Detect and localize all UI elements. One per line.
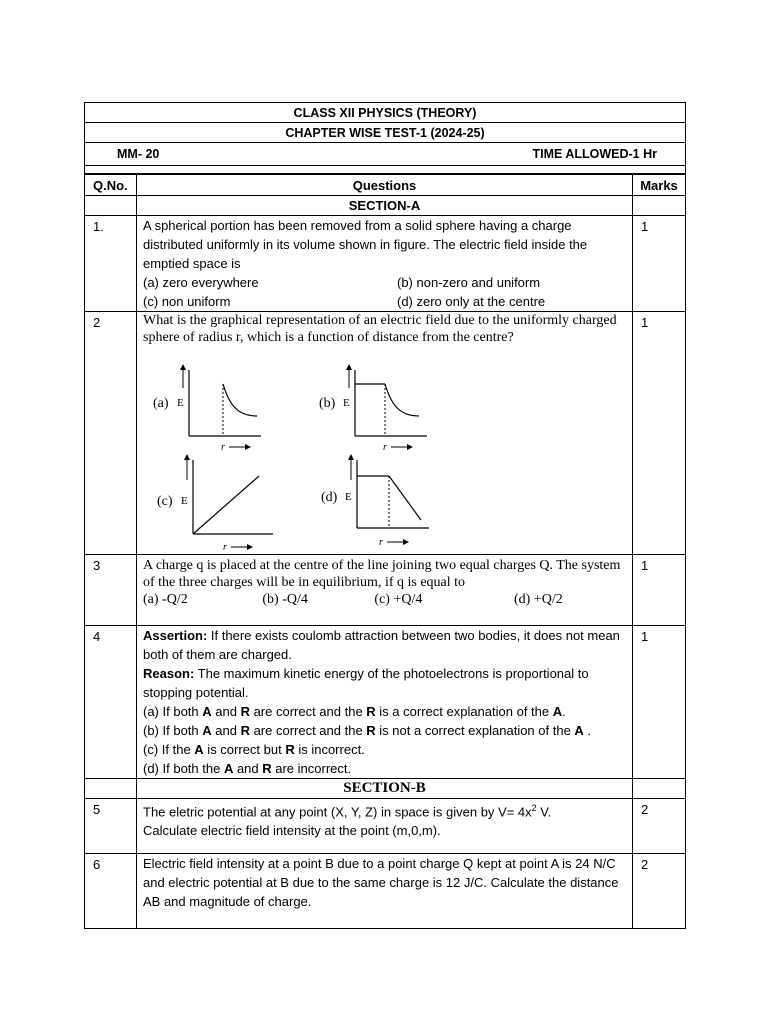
graph-c: [179, 454, 279, 554]
paper-subtitle: CHAPTER WISE TEST-1 (2024-25): [85, 123, 686, 143]
question-row: [85, 799, 686, 854]
paper-title: CLASS XII PHYSICS (THEORY): [85, 103, 686, 123]
axis-r-label: r: [221, 442, 225, 453]
graph-c-label: (c): [157, 494, 173, 509]
col-marks: Marks: [633, 175, 686, 196]
option-a: (a) zero everywhere: [143, 275, 259, 290]
question-body: [137, 626, 633, 779]
section-b-row: [85, 779, 686, 799]
option-d: (d) If both the A and R are incorrect.: [143, 761, 352, 776]
graph-a-label: (a): [153, 396, 169, 411]
col-qno: Q.No.: [85, 175, 137, 196]
option-b: (b) -Q/4: [262, 592, 308, 607]
question-text: The eletric potential at any point (X, Y, Z) in space is given by $V= 4x^2$ V.: [143, 803, 552, 820]
question-text: A spherical portion has been removed from a solid sphere having a charge distributed uniformly in its volume shown in figure. The electric field inside the emptied space is: [143, 218, 588, 271]
axis-r-label: r: [379, 537, 383, 548]
question-marks: 1: [633, 216, 686, 312]
assertion: Assertion: If there exists coulomb attraction between two bodies, it does not mean both of them are charged.: [143, 628, 620, 662]
question-marks: 1: [633, 312, 686, 555]
paper-header: [84, 102, 686, 174]
question-row: [85, 312, 686, 555]
section-b-heading: SECTION-B: [137, 779, 633, 799]
graph-d-label: (d): [321, 490, 338, 505]
question-text: What is the graphical representation of an electric field due to the uniformly charged sphere of radius r, which is a function of distance from the centre?: [143, 313, 617, 345]
axis-r-label: r: [223, 542, 227, 553]
question-marks: 2: [633, 854, 686, 929]
question-body: [137, 799, 633, 854]
question-number: 2: [85, 312, 137, 555]
question-text: Electric field intensity at a point B due to a point charge Q kept at point A is 24 N/C and electric potential at B due to the same charge is 12 J/C. Calculate the distance AB and magnitude of charge.: [143, 856, 619, 909]
time-allowed: TIME ALLOWED-1 Hr: [532, 147, 657, 161]
question-body: [137, 312, 633, 555]
question-number: 3: [85, 555, 137, 626]
question-number: 1.: [85, 216, 137, 312]
marks-time-row: [85, 143, 686, 166]
question-body: [137, 555, 633, 626]
section-a-heading: SECTION-A: [137, 196, 633, 216]
question-marks: 1: [633, 626, 686, 779]
question-number: 6: [85, 854, 137, 929]
max-marks: MM- 20: [117, 147, 160, 161]
question-text-line2: Calculate electric field intensity at the point (m,0,m).: [143, 823, 441, 839]
axis-r-label: r: [383, 442, 387, 453]
axis-e-label: E: [345, 491, 352, 503]
option-c: (c) +Q/4: [374, 592, 423, 607]
axis-e-label: E: [343, 397, 350, 409]
question-row: [85, 626, 686, 779]
graph-b: [343, 364, 433, 454]
option-a: (a) If both A and R are correct and the R is a correct explanation of the A.: [143, 704, 566, 719]
graph-b-label: (b): [319, 396, 336, 411]
question-row: [85, 854, 686, 929]
question-marks: 2: [633, 799, 686, 854]
graph-d: [345, 454, 435, 554]
axis-e-label: E: [181, 495, 188, 507]
option-c: (c) non uniform: [143, 294, 231, 309]
option-d: (d) +Q/2: [513, 592, 563, 607]
question-text: A charge q is placed at the centre of the line joining two equal charges Q. The system of the three charges will be in equilibrium, if q is equal to: [143, 558, 621, 590]
section-a-row: [85, 196, 686, 216]
reason: Reason: The maximum kinetic energy of the photoelectrons is proportional to stopping potential.: [143, 666, 589, 700]
question-marks: 1: [633, 555, 686, 626]
column-header-row: [85, 175, 686, 196]
question-paper: [84, 102, 686, 929]
question-body: [137, 854, 633, 929]
option-b: (b) If both A and R are correct and the R is not a correct explanation of the A .: [143, 723, 592, 738]
question-number: 5: [85, 799, 137, 854]
axis-e-label: E: [177, 397, 184, 409]
col-questions: Questions: [137, 175, 633, 196]
option-d: (d) zero only at the centre: [397, 294, 546, 309]
option-a: (a) -Q/2: [143, 592, 188, 607]
question-number: 4: [85, 626, 137, 779]
spacer-row: [85, 166, 686, 174]
questions-table: [84, 174, 686, 929]
question-body: [137, 216, 633, 312]
option-c: (c) If the A is correct but R is incorrect.: [143, 742, 365, 757]
graph-options: [143, 346, 626, 554]
question-row: [85, 216, 686, 312]
option-b: (b) non-zero and uniform: [397, 275, 541, 290]
graph-a: [177, 364, 267, 454]
question-row: [85, 555, 686, 626]
